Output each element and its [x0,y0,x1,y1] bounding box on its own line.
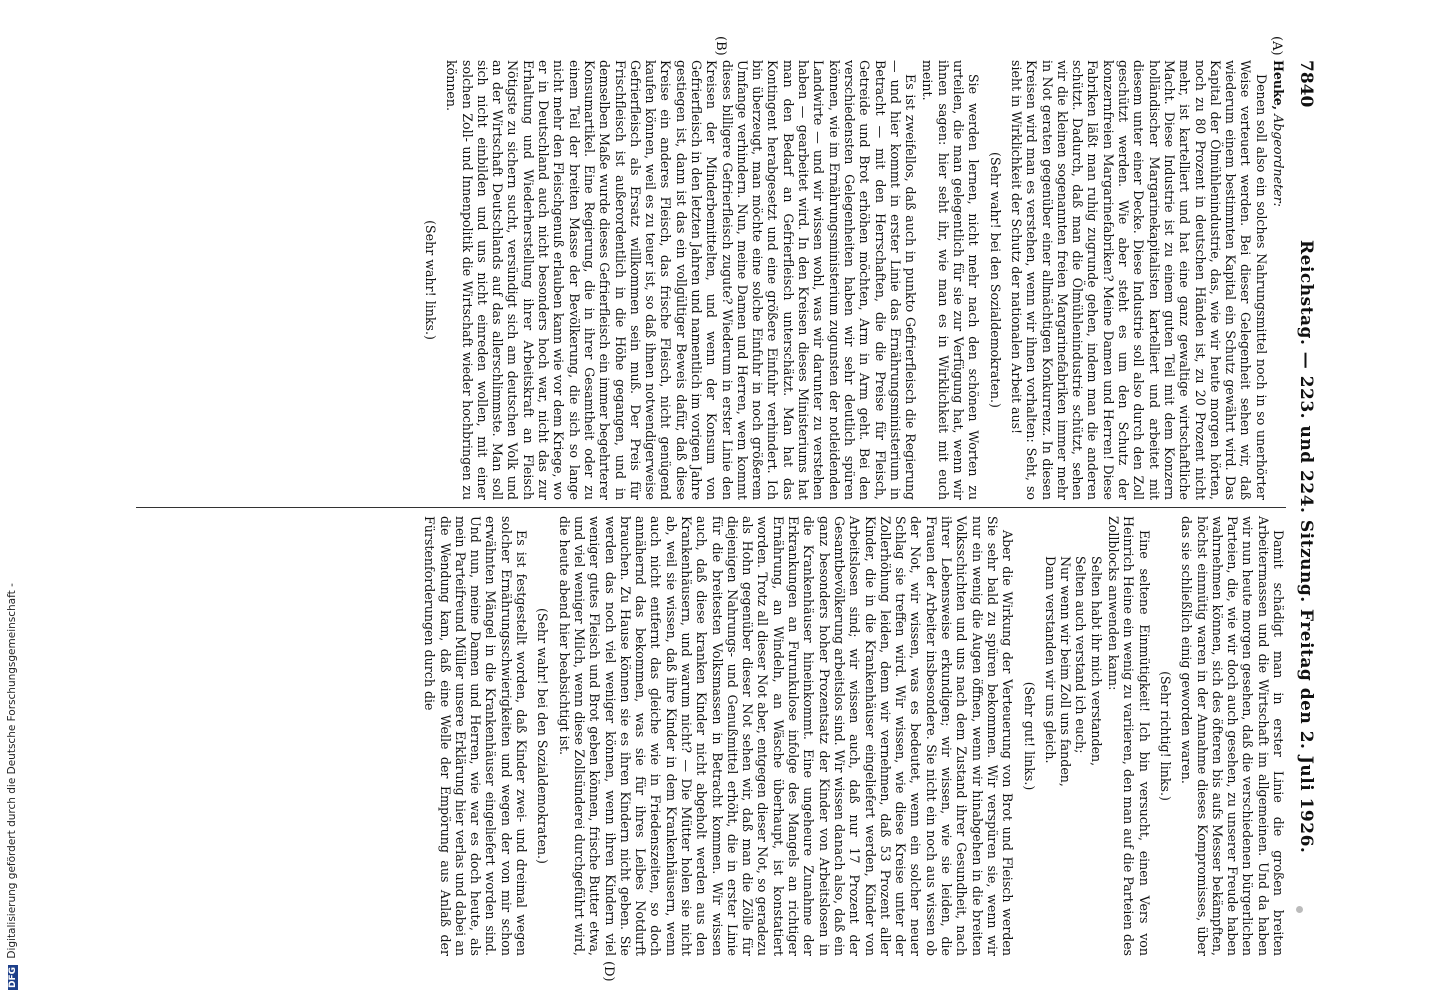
right-paragraph-3: Aber die Wirkung der Verteuerung von Brot und Fleisch werden Sie sehr bald zu spüren bekommen. Wir verspüren sie, wenn wir nur ein wenig die Augen öffnen, wenn wir hinabgehen in die breiten Volksschichten und uns nach dem Zustand ihrer Gesundheit, nach ihrer Lebensweise erkundigen; wir wissen, wie sie leiden, die Frauen der Arbeiter insbesondere. Sie nicht ein noch aus wissen ob der Not, wir wissen, was es bedeutet, wenn ein solcher neuer Schlag sie treffen wird. Wir wissen, wie diese Kreise unter der Zollerhöhung leiden, denn wir vernehmen, daß 53 Prozent aller Kinder, die in die Krankenhäuser eingeliefert werden, Kinder von Arbeitslosen sind; wir wissen auch, daß nur 17 Prozent der Gesamtbevölkerung arbeitslos sind. Wir wissen danach also, daß ein ganz besonders hoher Prozentsatz der Kinder von Arbeitslosen in die Krankenhäuser hineinkommt. Eine ungeheure Zunahme der Erkrankungen an Furunkulose infolge des Mangels an richtiger Ernährung, an Windeln, an Wäsche überhaupt, ist konstatiert worden. Trotz all dieser Not aber, entgegen dieser Not, so geradezu als Hohn gegenüber dieser Not sehen wir, daß man die Zölle für diejenigen Nahrungs- und Genußmittel erhöht, die in erster Linie für die breitesten Volksmassen in Betracht kommen. Wir wissen auch, daß diese kranken Kinder nicht abgeholt werden aus den Krankenhäusern, und warum nicht? — Die Mütter holen sie nicht ab, weil sie wissen, daß ihre Kinder in dem Krankenhäusern, wenn auch nicht entfernt das gleiche wie in Friedenszeiten, so doch annähernd das bekommen, was sie für ihres Leibes Notdurft brauchen. Zu Hause können sie es ihren Kindern nicht geben. Sie werden das noch viel weniger können, wenn ihren Kindern viel weniger gutes Fleisch und Brot geben können, frische Butter etwa, und viel weniger Milch, wenn diese Zollsünderei durchgeführt wird, die heute abend hier beabsichtigt ist. [556,516,1016,956]
digitization-footer [6,583,22,990]
right-paragraph-1: Damit schädigt man in erster Linie die großen breiten Arbeitermassen und die Wirtschaft im allgemeinen. Und da haben wir nun heute morgen gesehen, daß die verschiedenen bürgerlichen Parteien, die, wie wir doch auch gesehen, zu unserer Freude haben wahrnehmen können, sich des öfteren bis aufs Messer bekämpften, höchst einmütig waren in der Annahme dieses Kompromisses, über das sie schließlich einig geworden waren. [1179,516,1286,956]
margin-mark-d: (D) [601,961,616,982]
verse-line: Nur wenn wir beim Zoll uns fanden, [1058,556,1074,787]
right-paragraph-2: Eine seltene Einmütigkeit! Ich bin versucht, einen Vers von Heinrich Heine ein wenig zu variieren, den man auf die Parteien des Zollblocks anwenden kann: [1106,516,1152,956]
column-divider [136,507,1286,508]
right-interjection-2: (Sehr gut! links.) [1021,681,1037,791]
verse-line: Dann verstanden wir uns gleich. [1042,556,1058,764]
left-paragraph-2: Sie werden lernen, nicht mehr nach den schönen Worten zu urteilen, die man gelegentlich für sie zur Verfügung hat, wenn wir ihnen sagen: hier seht ihr, wie man es in Wirklichkeit mit euch meint. [920,60,982,500]
page-title: Reichstag. — 223. und 224. Sitzung. Freitag den 2. Juli 1926. [1296,240,1316,854]
page-number: 7840 [1296,60,1316,108]
right-paragraph-4: Es ist festgestellt worden, daß Kinder zwei- und dreimal wegen solcher Ernährungsschwierigkeiten und wegen der von mir schon erwähnten Mängel in die Krankenhäuser eingeliefert worden sind. Und nun, meine Damen und Herren, wie war es doch heute, als mein Parteifreund Müller unsere Erklärung hier verlas und dabei an die Wendung kam, daß eine Welle der Empörung aus Anlaß der Fürstenforderungen durch die [422,516,530,956]
page-header [1290,0,1320,1000]
right-interjection-3: (Sehr wahr! bei den Sozialdemokraten.) [535,608,551,864]
left-interjection-1: (Sehr wahr! bei den Sozialdemokraten.) [987,152,1003,408]
speaker-name: Heuke, [1271,60,1286,111]
right-column [420,516,1286,956]
margin-mark-a: (A) [1269,36,1284,56]
scan-speck [1296,906,1303,913]
left-interjection-2: (Sehr wahr! links.) [422,220,438,340]
document-page [100,0,1320,1000]
dfg-logo: DFG [8,966,18,988]
verse-line: Selten auch verstand ich euch; [1073,556,1089,754]
verse-line: Selten habt ihr mich verstanden, [1088,556,1104,767]
left-paragraph-1: Denen soll also ein solches Nahrungsmittel noch in so unerhörter Weise verteuert werden. Bei dieser Gelegenheit sehen wir, daß wiederum einem bestimmten Kapital ein Schutz gewährt wird. Das Kapital der Ölmühlenindustrie, das, wie wir heute morgen hörten, noch zu 80 Prozent in deutschen Händen ist, zu 20 Prozent nicht mehr, ist kartelliert und hat eine ganz gewaltige wirtschaftliche Macht. Diese Industrie ist zu einem guten Teil mit dem Konzern holländischer Margarinekapitalisten kartelliert und arbeitet mit diesem unter einer Decke. Diese Industrie soll also durch den Zoll geschützt werden. Wie aber steht es um den Schutz der konzernfreien Margarinefabriken? Meine Damen und Herren! Diese Fabriken läßt man ruhig zugrunde gehen, indem man die anderen schützt. Dadurch, daß man die Ölmühlenindustrie schützt, sehen wir die kleinen sogenannten freien Margarinefabriken immer mehr in Not geraten gegenüber einer allmächtigen Konkurrenz. In diesen Kreisen wird man es verstehen, wenn wir ihnen vorhalten: Seht, so sieht in Wirklichkeit der Schutz der nationalen Arbeit aus! [1008,60,1269,500]
speaker-role: Abgeordneter: [1271,114,1286,207]
margin-mark-b: (B) [713,36,728,56]
left-column [417,60,1286,500]
heine-verse [1043,516,1104,956]
speaker-line [1271,60,1286,500]
left-paragraph-3: Es ist zweifellos, daß auch in punkto Gefrierfleisch die Regierung — und hier kommt in erster Linie das Ernährungsministerium in Betracht — mit den Herrschaften, die die Preise für Fleisch, Getreide und Brot erhöhen möchten, Arm in Arm geht. Bei den verschiedensten Gelegenheiten haben wir sehr deutlich spüren können, wie im Ernährungsministerium zugunsten der notleidenden Landwirte — und wir wissen wohl, was wir darunter zu verstehen haben — gearbeitet wird. In den Kreisen dieses Ministeriums hat man den Bedarf an Gefrierfleisch unterschätzt. Man hat das Kontingent herabgesetzt und eine größere Einfuhr verhindert. Ich bin überzeugt, man möchte eine solche Einfuhr in noch größerem Umfange verhindern. Nun, meine Damen und Herren, wem kommt dieses billigere Gefrierfleisch zugute? Wiederum in erster Linie den Kreisen der Minderbemittelten, und wenn der Konsum von Gefrierfleisch in den letzten Jahren und namentlich im vorigen Jahre gestiegen ist, dann ist das ein vollgültiger Beweis dafür, daß diese Kreise ein anderes Fleisch, das frische Fleisch, nicht genügend kaufen können, weil es zu teuer ist, so daß ihnen notwendigerweise Gefrierfleisch als Ersatz willkommen sein muß. Der Preis für Frischfleisch ist außerordentlich in die Höhe gegangen, und in demselben Maße wurde dieses Gefrierfleisch ein immer begehrterer Konsumartikel. Eine Regierung, die in ihrer Gesamtheit oder zu einem Teil der breiten Masse der Bevölkerung, die sich so lange nicht mehr den Fleischgenuß erlauben kann wie vor dem Kriege, wo er in Deutschland auch nicht besonders hoch war, nicht das zur Erhaltung und Wiederherstellung ihrer Arbeitskraft an Fleisch Nötigste zu sichern sucht, versündigt sich am deutschen Volk und an der Wirtschaft Deutschlands auf das allerschlimmste. Man soll sich nicht einbilden und uns nicht einreden wollen, mit einer solchen Zoll- und Innenpolitik die Wirtschaft wieder hochbringen zu können. [444,60,919,500]
digitization-note: Digitalisierung gefördert durch die Deutsche Forschungsgemeinschaft - [6,583,18,959]
right-interjection-1: (Sehr richtig! links.) [1157,671,1173,801]
